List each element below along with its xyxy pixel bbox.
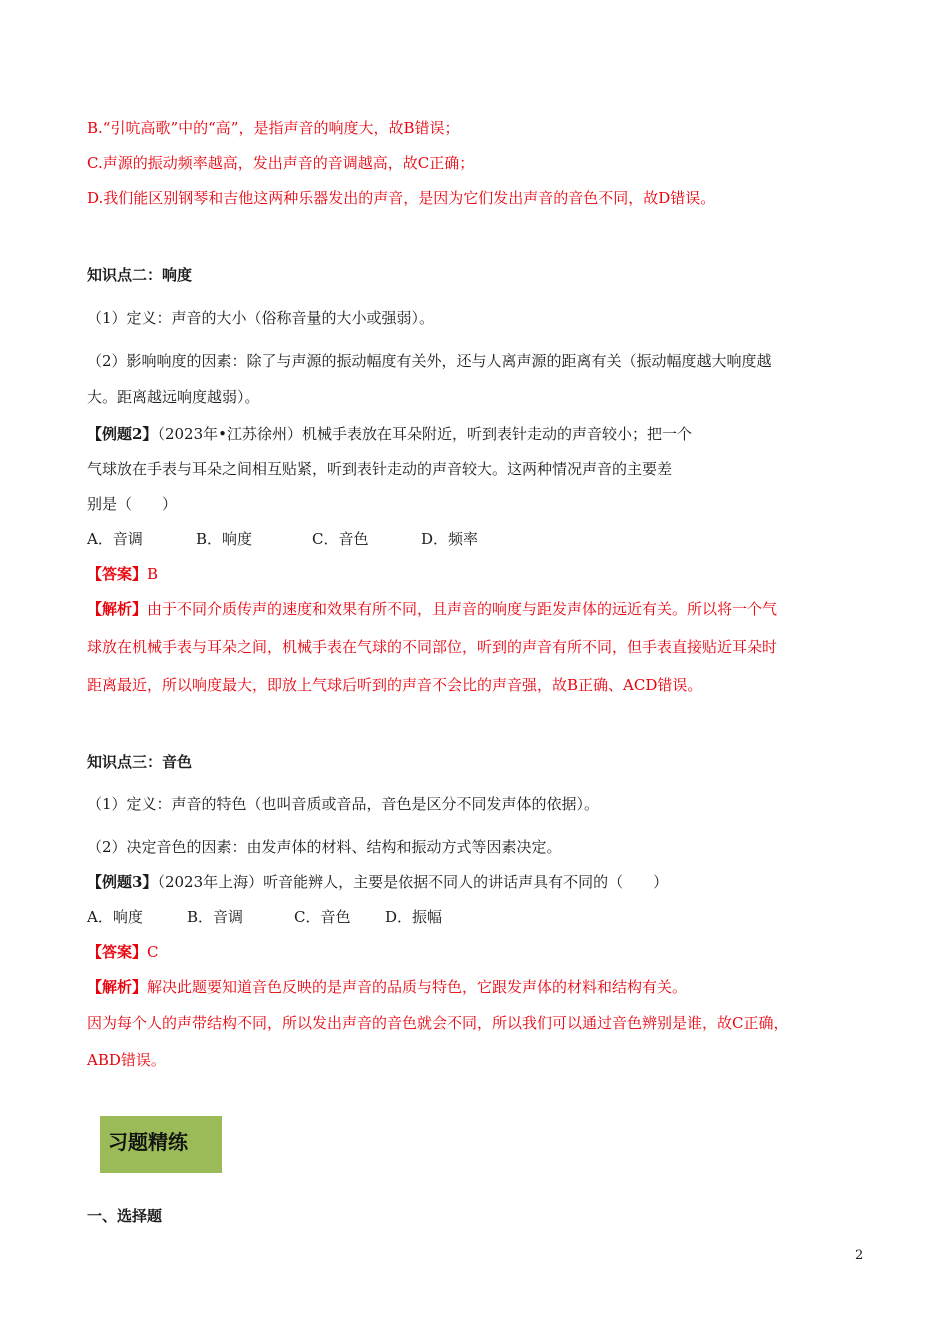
answer-value: C bbox=[147, 943, 159, 961]
example3-analysis-line1 bbox=[87, 977, 687, 997]
analysis-tag: 【解析】 bbox=[87, 600, 148, 618]
analysis-text: 解决此题要知道音色反映的是声音的品质与特色，它跟发声体的材料和结构有关。 bbox=[147, 978, 688, 996]
loudness-factor-line2: 大。距离越远响度越弱）。 bbox=[87, 388, 260, 406]
example3-analysis-line3: ABD错误。 bbox=[87, 1051, 166, 1069]
option-b: B．响度 bbox=[196, 530, 253, 548]
answer-tag: 【答案】 bbox=[87, 565, 148, 583]
example2-analysis-line3: 距离最近，所以响度最大，即放上气球后听到的声音不会比的声音强，故B正确、ACD错误。 bbox=[87, 676, 703, 694]
option-c: C．音色 bbox=[294, 908, 351, 926]
example-text: （2023年上海）听音能辨人，主要是依据不同人的讲话声具有不同的（ ） bbox=[157, 873, 669, 891]
analysis-option-c: C.声源的振动频率越高，发出声音的音调越高，故C正确； bbox=[87, 154, 475, 172]
example2-answer bbox=[87, 564, 158, 584]
answer-value: B bbox=[147, 565, 159, 583]
section-heading-timbre: 知识点三：音色 bbox=[87, 753, 193, 771]
loudness-definition: （1）定义：声音的大小（俗称音量的大小或强弱）。 bbox=[87, 309, 435, 327]
example3-analysis-line2: 因为每个人的声带结构不同，所以发出声音的音色就会不同，所以我们可以通过音色辨别是谁，故C正确， bbox=[87, 1014, 789, 1032]
option-d: D．振幅 bbox=[385, 908, 443, 926]
example3-answer bbox=[87, 942, 159, 962]
analysis-tag: 【解析】 bbox=[87, 978, 148, 996]
loudness-factor-line1: （2）影响响度的因素：除了与声源的振动幅度有关外，还与人离声源的距离有关（振动幅度越大响度越 bbox=[87, 352, 772, 370]
page-number: 2 bbox=[855, 1248, 864, 1263]
timbre-definition: （1）定义：声音的特色（也叫音质或音品，音色是区分不同发声体的依据）。 bbox=[87, 795, 600, 813]
example2-line2: 气球放在手表与耳朵之间相互贴紧，听到表针走动的声音较大。这两种情况声音的主要差 bbox=[87, 460, 673, 478]
example-text: （2023年•江苏徐州）机械手表放在耳朵附近，听到表针走动的声音较小；把一个 bbox=[157, 425, 692, 443]
analysis-text: 由于不同介质传声的速度和效果有所不同，且声音的响度与距发声体的远近有关。所以将一个气 bbox=[147, 600, 778, 618]
example-tag: 【例题2】 bbox=[87, 425, 158, 443]
section-heading-loudness: 知识点二：响度 bbox=[87, 266, 193, 284]
analysis-option-b: B.“引吭高歌”中的“高”，是指声音的响度大，故B错误； bbox=[87, 119, 460, 137]
example3-options bbox=[87, 907, 442, 927]
exercise-banner-title: 习题精练 bbox=[108, 1130, 188, 1154]
option-b: B．音调 bbox=[187, 908, 244, 926]
option-a: A．音调 bbox=[87, 530, 143, 548]
example2-analysis-line1 bbox=[87, 599, 777, 619]
analysis-option-d: D.我们能区别钢琴和吉他这两种乐器发出的声音，是因为它们发出声音的音色不同，故D错误。 bbox=[87, 189, 716, 207]
example2-options bbox=[87, 529, 478, 549]
option-d: D．频率 bbox=[421, 530, 479, 548]
example2-line1 bbox=[87, 424, 692, 444]
multiple-choice-heading: 一、选择题 bbox=[87, 1207, 163, 1225]
example2-line3: 别是（ ） bbox=[87, 495, 178, 513]
example3-line1 bbox=[87, 872, 668, 892]
option-a: A．响度 bbox=[87, 908, 143, 926]
option-c: C．音色 bbox=[312, 530, 369, 548]
timbre-factor: （2）决定音色的因素：由发声体的材料、结构和振动方式等因素决定。 bbox=[87, 838, 562, 856]
exercise-banner bbox=[100, 1116, 222, 1173]
example-tag: 【例题3】 bbox=[87, 873, 158, 891]
example2-analysis-line2: 球放在机械手表与耳朵之间，机械手表在气球的不同部位，听到的声音有所不同，但手表直接贴近耳朵时 bbox=[87, 638, 778, 656]
answer-tag: 【答案】 bbox=[87, 943, 148, 961]
